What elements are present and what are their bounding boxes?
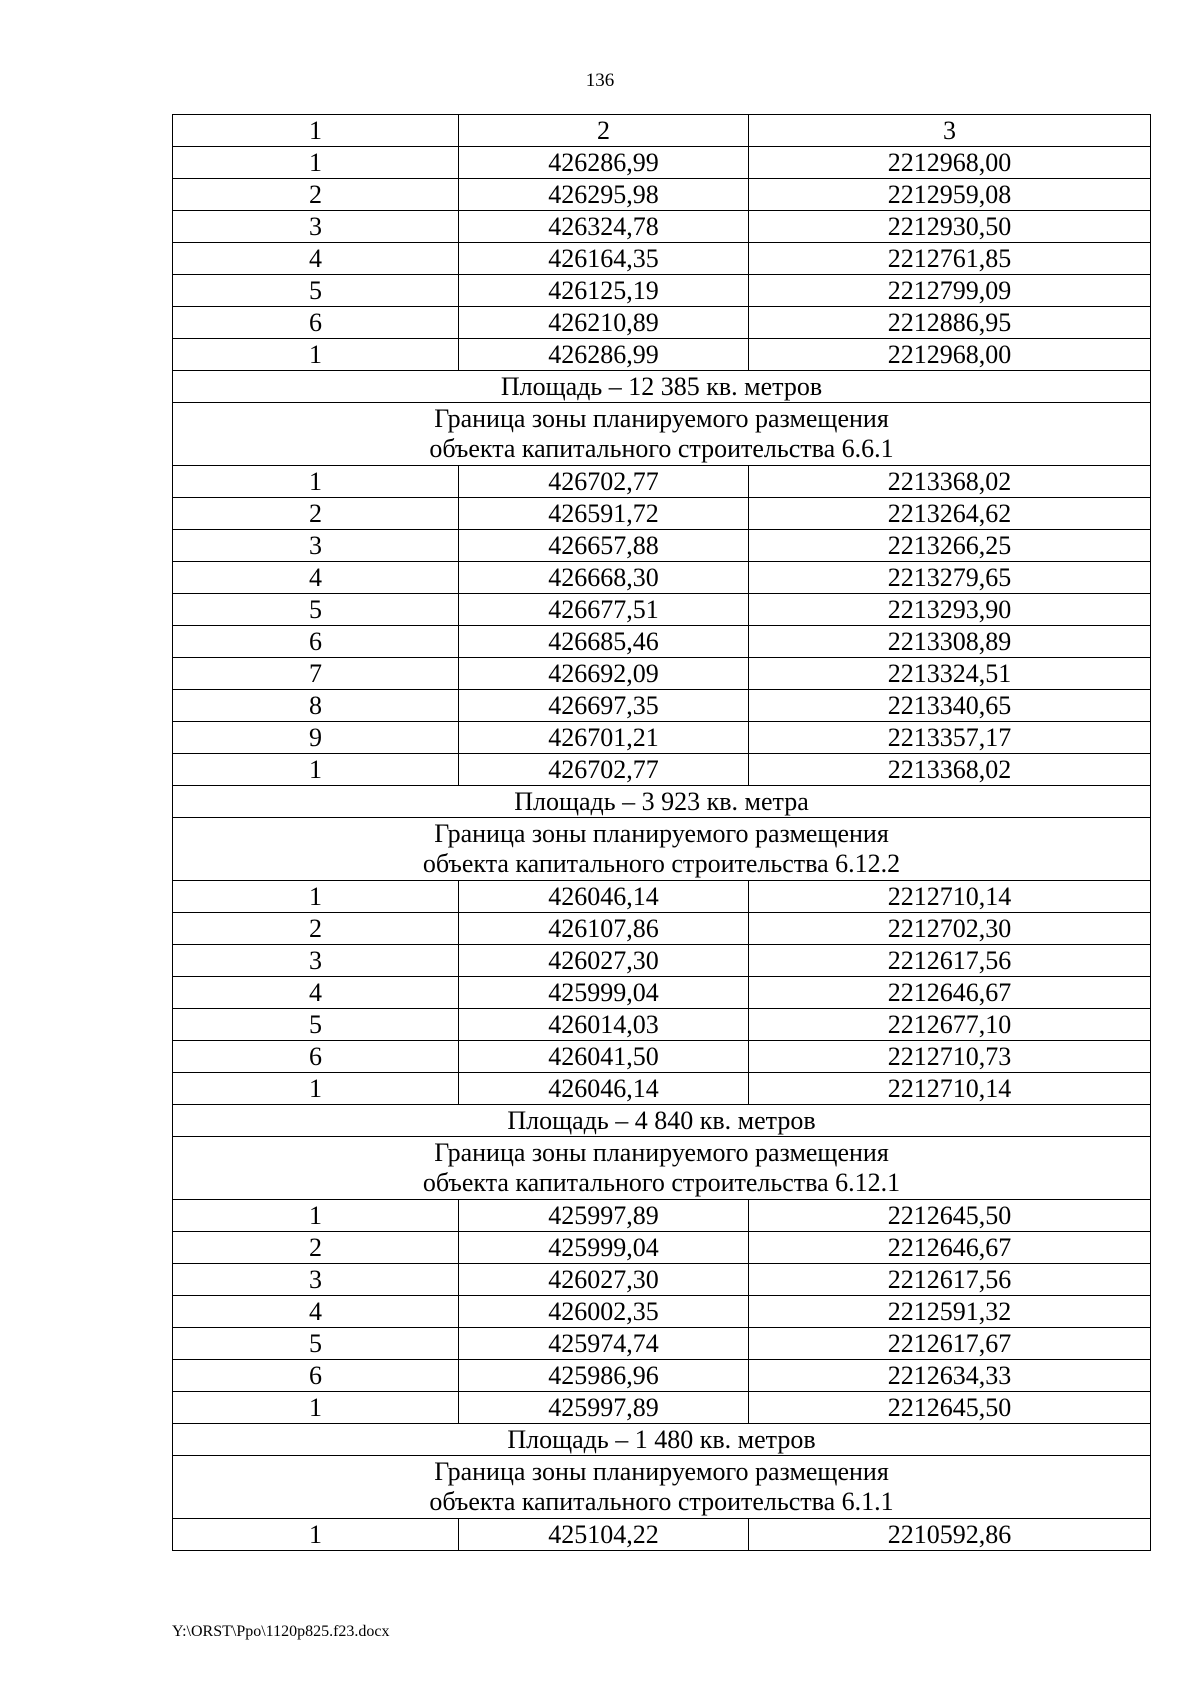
table-row [173,147,1151,179]
point-number-cell: 1 [173,147,459,179]
table-row [173,339,1151,371]
area-row [173,1105,1151,1137]
point-number-cell: 5 [173,1328,459,1360]
table-row [173,562,1151,594]
x-coordinate-cell: 425986,96 [459,1360,749,1392]
point-number-cell: 3 [173,1264,459,1296]
point-number-cell: 6 [173,1360,459,1392]
page-number: 136 [585,70,615,91]
table-row [173,243,1151,275]
table-row [173,722,1151,754]
table-row [173,1232,1151,1264]
y-coordinate-cell: 2213357,17 [749,722,1151,754]
y-coordinate-cell: 2212886,95 [749,307,1151,339]
table-row [173,498,1151,530]
y-coordinate-cell: 2212959,08 [749,179,1151,211]
x-coordinate-cell: 426027,30 [459,1264,749,1296]
point-number-cell: 2 [173,179,459,211]
x-coordinate-cell: 426677,51 [459,594,749,626]
zone-title-row [173,1137,1151,1200]
y-coordinate-cell: 2212710,14 [749,1073,1151,1105]
point-number-cell: 3 [173,211,459,243]
point-number-cell: 9 [173,722,459,754]
x-coordinate-cell: 426286,99 [459,339,749,371]
x-coordinate-cell: 426164,35 [459,243,749,275]
point-number-cell: 1 [173,1200,459,1232]
point-number-cell: 1 [173,339,459,371]
y-coordinate-cell: 2212677,10 [749,1009,1151,1041]
y-coordinate-cell: 2213308,89 [749,626,1151,658]
file-path-footer: Y:\ORST\Ppo\1120p825.f23.docx [172,1623,390,1640]
area-cell: Площадь – 4 840 кв. метров [173,1105,1151,1137]
x-coordinate-cell: 426692,09 [459,658,749,690]
table-row [173,690,1151,722]
x-coordinate-cell: 425999,04 [459,1232,749,1264]
y-coordinate-cell: 2213340,65 [749,690,1151,722]
point-number-cell: 8 [173,690,459,722]
x-coordinate-cell: 425104,22 [459,1519,749,1551]
y-coordinate-cell: 2212646,67 [749,977,1151,1009]
y-coordinate-cell: 2213293,90 [749,594,1151,626]
zone-title-cell [173,1456,1151,1519]
y-coordinate-cell: 2212617,56 [749,1264,1151,1296]
header-cell-point: 1 [173,115,459,147]
y-coordinate-cell: 2212634,33 [749,1360,1151,1392]
table-row [173,211,1151,243]
point-number-cell: 6 [173,307,459,339]
coordinates-table [172,114,1151,1551]
table-row [173,466,1151,498]
table-row [173,1519,1151,1551]
x-coordinate-cell: 426107,86 [459,913,749,945]
table-row [173,626,1151,658]
coordinates-table-body [173,115,1151,1551]
point-number-cell: 6 [173,1041,459,1073]
y-coordinate-cell: 2212799,09 [749,275,1151,307]
x-coordinate-cell: 426324,78 [459,211,749,243]
table-row [173,1360,1151,1392]
header-row [173,115,1151,147]
point-number-cell: 2 [173,913,459,945]
table-row [173,1041,1151,1073]
zone-title-line: Граница зоны планируемого размещения [434,819,889,848]
zone-title-cell [173,1137,1151,1200]
y-coordinate-cell: 2213368,02 [749,754,1151,786]
zone-title-line: Граница зоны планируемого размещения [434,1138,889,1167]
x-coordinate-cell: 426295,98 [459,179,749,211]
area-cell: Площадь – 3 923 кв. метра [173,786,1151,818]
zone-title-cell [173,818,1151,881]
x-coordinate-cell: 426210,89 [459,307,749,339]
x-coordinate-cell: 426014,03 [459,1009,749,1041]
point-number-cell: 5 [173,275,459,307]
zone-title-row [173,818,1151,881]
point-number-cell: 3 [173,945,459,977]
area-cell: Площадь – 1 480 кв. метров [173,1424,1151,1456]
x-coordinate-cell: 426041,50 [459,1041,749,1073]
point-number-cell: 4 [173,562,459,594]
area-cell: Площадь – 12 385 кв. метров [173,371,1151,403]
x-coordinate-cell: 426657,88 [459,530,749,562]
point-number-cell: 7 [173,658,459,690]
table-row [173,1009,1151,1041]
table-row [173,530,1151,562]
x-coordinate-cell: 426046,14 [459,1073,749,1105]
y-coordinate-cell: 2213324,51 [749,658,1151,690]
table-row [173,275,1151,307]
point-number-cell: 4 [173,243,459,275]
area-row [173,1424,1151,1456]
x-coordinate-cell: 425997,89 [459,1392,749,1424]
zone-title-line: объекта капитального строительства 6.6.1 [429,434,894,463]
y-coordinate-cell: 2212968,00 [749,339,1151,371]
x-coordinate-cell: 425974,74 [459,1328,749,1360]
x-coordinate-cell: 426702,77 [459,754,749,786]
area-row [173,786,1151,818]
zone-title-line: объекта капитального строительства 6.12.2 [422,849,901,878]
table-row [173,658,1151,690]
x-coordinate-cell: 426668,30 [459,562,749,594]
y-coordinate-cell: 2212645,50 [749,1392,1151,1424]
point-number-cell: 1 [173,466,459,498]
y-coordinate-cell: 2212617,56 [749,945,1151,977]
point-number-cell: 1 [173,1392,459,1424]
table-row [173,307,1151,339]
zone-title-line: Граница зоны планируемого размещения [434,1457,889,1486]
x-coordinate-cell: 425997,89 [459,1200,749,1232]
table-row [173,1264,1151,1296]
table-row [173,977,1151,1009]
point-number-cell: 2 [173,498,459,530]
table-row [173,594,1151,626]
point-number-cell: 2 [173,1232,459,1264]
x-coordinate-cell: 426125,19 [459,275,749,307]
x-coordinate-cell: 426286,99 [459,147,749,179]
y-coordinate-cell: 2213266,25 [749,530,1151,562]
y-coordinate-cell: 2213368,02 [749,466,1151,498]
y-coordinate-cell: 2212930,50 [749,211,1151,243]
table-row [173,945,1151,977]
point-number-cell: 1 [173,881,459,913]
y-coordinate-cell: 2213279,65 [749,562,1151,594]
table-row [173,1073,1151,1105]
table-row [173,1200,1151,1232]
x-coordinate-cell: 426002,35 [459,1296,749,1328]
table-row [173,179,1151,211]
x-coordinate-cell: 426046,14 [459,881,749,913]
point-number-cell: 5 [173,1009,459,1041]
table-row [173,1296,1151,1328]
y-coordinate-cell: 2212617,67 [749,1328,1151,1360]
y-coordinate-cell: 2212710,73 [749,1041,1151,1073]
x-coordinate-cell: 426685,46 [459,626,749,658]
table-row [173,1328,1151,1360]
zone-title-row [173,403,1151,466]
zone-title-line: Граница зоны планируемого размещения [434,404,889,433]
header-cell-x: 2 [459,115,749,147]
zone-title-line: объекта капитального строительства 6.1.1 [429,1487,894,1516]
point-number-cell: 3 [173,530,459,562]
y-coordinate-cell: 2212702,30 [749,913,1151,945]
x-coordinate-cell: 426697,35 [459,690,749,722]
zone-title-cell [173,403,1151,466]
y-coordinate-cell: 2212591,32 [749,1296,1151,1328]
point-number-cell: 4 [173,977,459,1009]
y-coordinate-cell: 2212761,85 [749,243,1151,275]
y-coordinate-cell: 2212646,67 [749,1232,1151,1264]
table-row [173,1392,1151,1424]
x-coordinate-cell: 426027,30 [459,945,749,977]
point-number-cell: 5 [173,594,459,626]
zone-title-line: объекта капитального строительства 6.12.1 [422,1168,901,1197]
table-row [173,754,1151,786]
y-coordinate-cell: 2210592,86 [749,1519,1151,1551]
x-coordinate-cell: 425999,04 [459,977,749,1009]
point-number-cell: 1 [173,1073,459,1105]
y-coordinate-cell: 2212710,14 [749,881,1151,913]
x-coordinate-cell: 426702,77 [459,466,749,498]
header-cell-y: 3 [749,115,1151,147]
point-number-cell: 1 [173,754,459,786]
point-number-cell: 6 [173,626,459,658]
table-row [173,913,1151,945]
area-row [173,371,1151,403]
y-coordinate-cell: 2212645,50 [749,1200,1151,1232]
y-coordinate-cell: 2213264,62 [749,498,1151,530]
point-number-cell: 1 [173,1519,459,1551]
point-number-cell: 4 [173,1296,459,1328]
x-coordinate-cell: 426701,21 [459,722,749,754]
y-coordinate-cell: 2212968,00 [749,147,1151,179]
table-row [173,881,1151,913]
x-coordinate-cell: 426591,72 [459,498,749,530]
zone-title-row [173,1456,1151,1519]
